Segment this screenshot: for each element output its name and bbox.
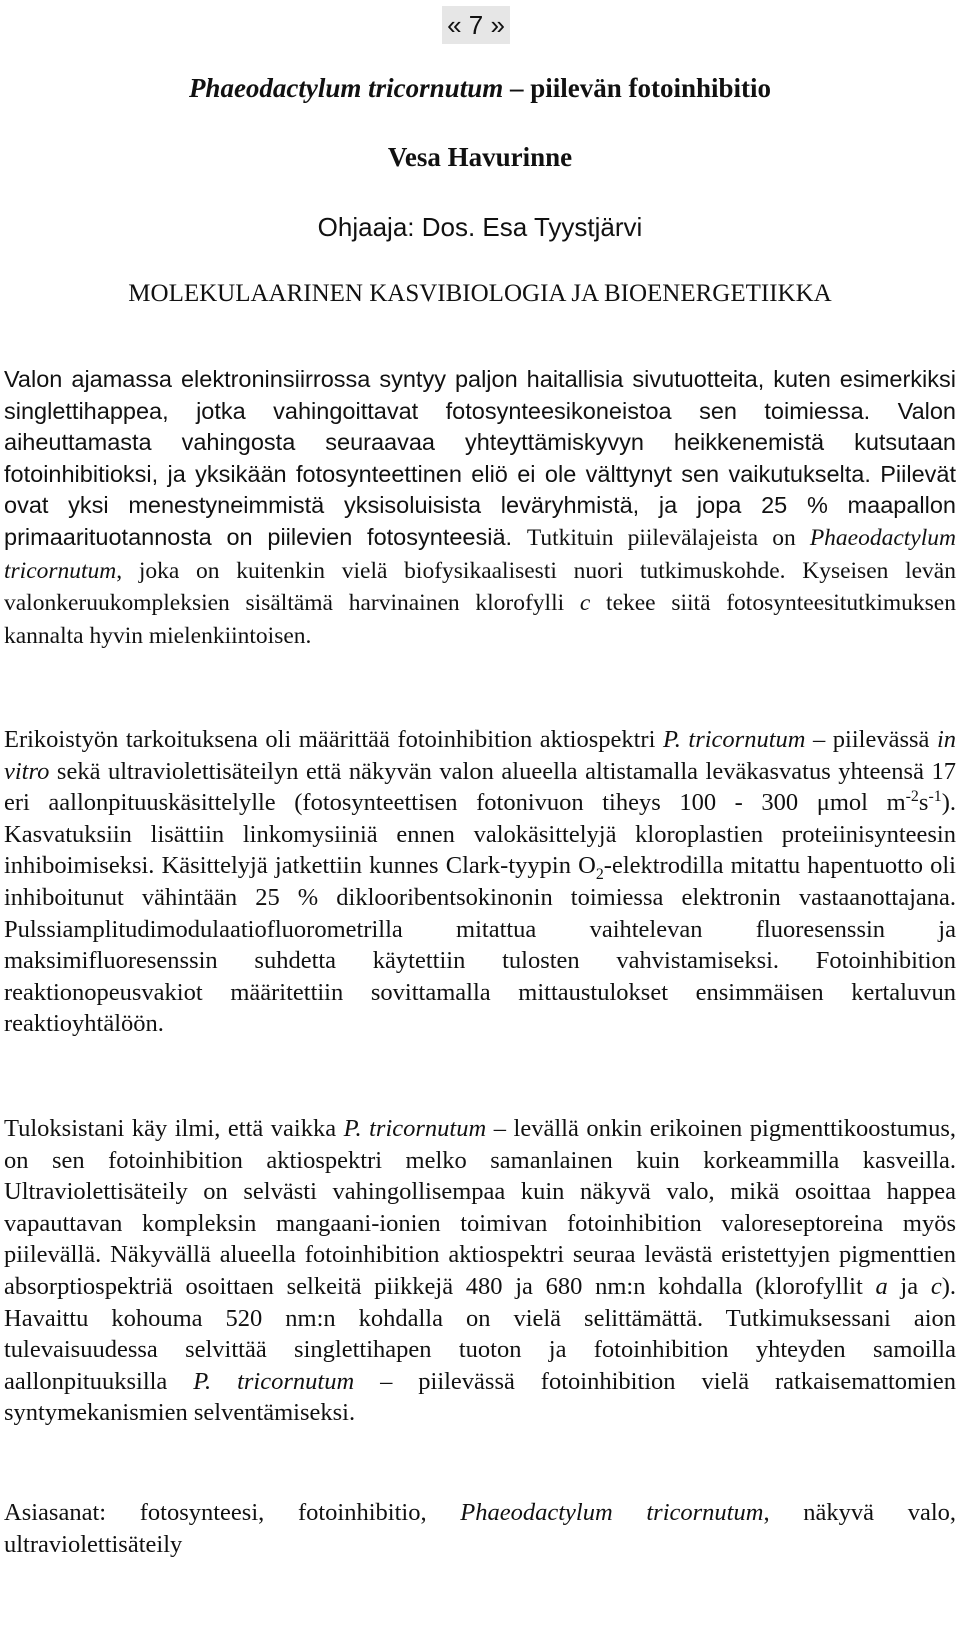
text-run: Asiasanat: fotosynteesi, fotoinhibitio, xyxy=(4,1499,461,1526)
department-name: MOLEKULAARINEN KASVIBIOLOGIA JA BIOENERGETIIKKA xyxy=(128,280,832,307)
title-species: Phaeodactylum tricornutum xyxy=(188,73,504,103)
species-name: P. tricornutum xyxy=(343,1115,487,1142)
author-name: Vesa Havurinne xyxy=(387,142,573,172)
superscript: -1 xyxy=(928,788,942,806)
text-run: Tuloksistani käy ilmi, että vaikka xyxy=(4,1115,344,1142)
text-run: Erikoistyön tarkoituksena oli määrittää fotoinhibition aktiospektri xyxy=(4,726,663,753)
keywords xyxy=(4,1497,956,1560)
paragraph-methods xyxy=(4,724,956,1040)
text-run: – piilevässä fotoinhibition vielä ratkaisemattomien syntymekanismien selventämiseksi. xyxy=(4,1367,956,1427)
species-name: P. tricornutum xyxy=(662,726,806,753)
chlorophyll-label: c xyxy=(579,590,591,617)
text-run: tekee siitä fotosynteesitutkimuksen kannalta hyvin mielenkiintoisen. xyxy=(4,590,956,649)
paragraph-results xyxy=(4,1113,956,1429)
title-rest: – piilevän fotoinhibitio xyxy=(503,73,772,103)
species-name: Phaeodactylum tricornutum xyxy=(4,524,956,584)
text-run: ja xyxy=(887,1272,931,1300)
document-title xyxy=(0,70,960,106)
text-run: Tutkituin piilevälajeista on xyxy=(526,524,810,551)
text-run: -elektrodilla mitattu hapentuotto oli inhiboitunut vähintään 25 % diklooribentsokinonin toimiessa elektronin vastaanottajana. Pulssiamplitudimodulaatiofluorometrilla mitattua vaihtelevan fluoresenssin ja maksimifluoresenssin suhdetta käytettiin tulosten vahvistamiseksi. Fotoinhibition reaktionopeusvakiot määritettiin sovittamalla mittaustulokset ensimmäisen kertaluvun reaktioyhtälöön. xyxy=(4,852,956,1038)
chlorophyll-label: a xyxy=(875,1272,888,1300)
chlorophyll-label: c xyxy=(930,1272,942,1300)
paragraph-intro xyxy=(4,364,956,652)
text-run: s xyxy=(918,789,929,817)
text-run: – piilevässä xyxy=(805,726,937,753)
species-name: Phaeodactylum tricornutum xyxy=(460,1499,764,1526)
text-run: – levällä onkin erikoinen pigmenttikoostumus, on sen fotoinhibition aktiospektri melko samanlainen kuin korkeammilla kasveilla. Ultraviolettisäteily on selvästi vahingollisempaa kuin näkyvä valo, mikä osoittaa happea vapauttavan kompleksin mangaani-ionien toimivan fotoinhibition valoreseptoreina myös piilevällä. Näkyvällä alueella fotoinhibition aktiospektri seuraa levästä eristettyjen pigmenttien absorptiospektriä osoittaen selkeitä piikkejä 480 ja 680 nm:n kohdalla (klorofyllit xyxy=(4,1115,956,1300)
species-name: P. tricornutum xyxy=(193,1367,355,1395)
text-run: sekä ultraviolettisäteilyn että näkyvän valon alueella altistamalla leväkasvatus yhteensä 17 eri aallonpituuskäsittelylle (fotosynteettisen fotonivuon tiheys 100 - 300 μmol m xyxy=(4,757,956,817)
text-run: ). Havaittu kohouma 520 nm:n kohdalla on vielä selittämättä. Tutkimuksessani aion tulevaisuudessa selvittää singlettihapen tuoton ja fotoinhibition yhteyden samoilla aallonpituuksilla xyxy=(4,1272,956,1395)
text-run: Valon ajamassa elektroninsiirrossa syntyy paljon haitallisia sivutuotteita, kuten esimerkiksi singlettihappea, jotka vahingoittavat fotosynteesikoneistoa sen toimiessa. Valon aiheuttamasta vahingosta seuraavaa yhteyttämiskyvyn heikkenemistä kutsutaan fotoinhibitioksi, ja yksikään fotosynteettinen eliö ei ole välttynyt sen vaikutukselta. Piilevät ovat yksi menestyneimmistä yksisoluisista leväryhmistä, ja jopa 25 % maapallon primaarituotannosta on piilevien fotosynteesiä. xyxy=(4,366,956,550)
subscript: 2 xyxy=(595,866,604,884)
in-vitro-term: in vitro xyxy=(4,726,956,785)
page-number: « 7 » xyxy=(442,6,510,44)
text-run: , näkyvä valo, ultraviolettisäteily xyxy=(4,1499,957,1558)
text-run: , joka on kuitenkin vielä biofysikaalisesti nuori tutkimuskohde. Kyseisen levän valonkeruukompleksien sisältämä harvinainen klorofylli xyxy=(4,557,956,617)
superscript: -2 xyxy=(905,788,919,806)
supervisor-line: Ohjaaja: Dos. Esa Tyystjärvi xyxy=(317,212,643,242)
text-run: ). Kasvatuksiin lisättiin linkomysiiniä ennen valokäsittelyjä kloroplastien proteiinisynteesin inhiboimiseksi. Käsittelyjä jatkettiin kunnes Clark-tyypin O xyxy=(4,789,956,880)
